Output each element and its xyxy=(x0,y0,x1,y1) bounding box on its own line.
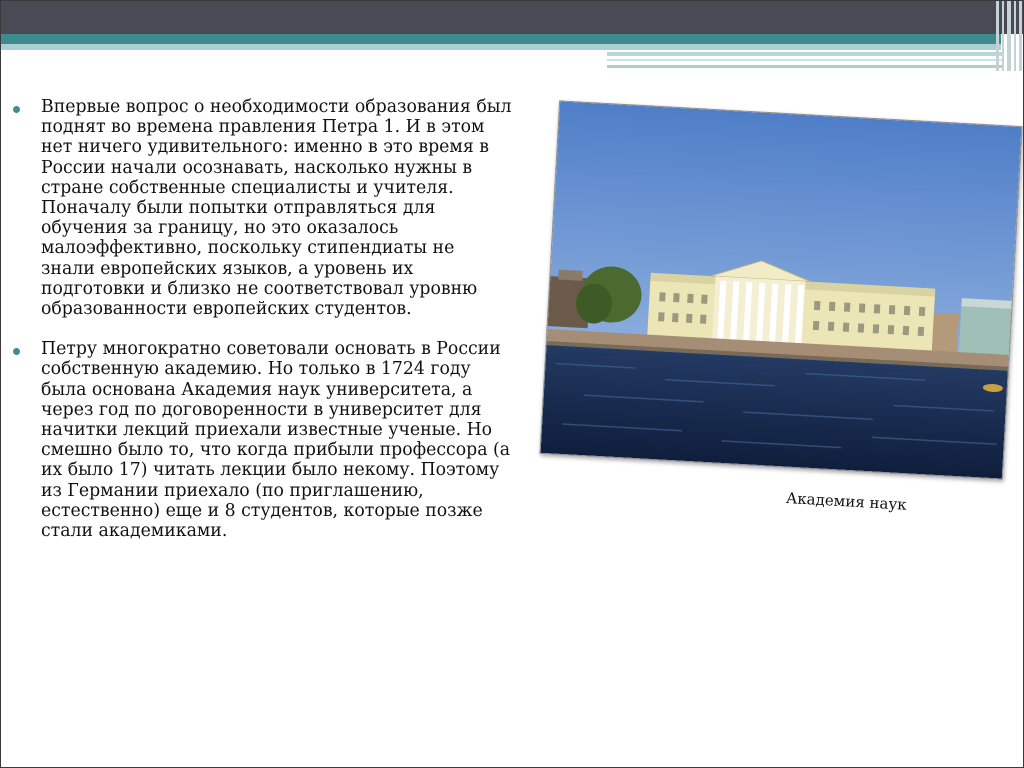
academy-photo-illustration xyxy=(541,101,1022,478)
slide-body xyxy=(13,97,513,561)
header-line xyxy=(607,59,1002,61)
bullet-dot-icon xyxy=(13,348,20,355)
header-band-teal xyxy=(1,34,1001,44)
bullet-item xyxy=(13,339,513,541)
header-band-light xyxy=(1,44,1001,50)
header-line xyxy=(607,65,1002,68)
bullet-item xyxy=(13,97,513,319)
header-band-dark xyxy=(1,1,1023,34)
academy-photo xyxy=(539,100,1022,479)
header-stripes xyxy=(994,1,1023,71)
bullet-text: Впервые вопрос о необходимости образования был поднят во времена правления Петра 1. И в этом нет ничего удивительного: именно в это время в России начали осознавать, насколько нужны в стране собственные специалисты и учителя. Поначалу были попытки отправляться для обучения за границу, но это оказалось малоэффективно, поскольку стипендиаты не знали европейских языков, а уровень их подготовки и близко не соответствовал уровню образованности европейских студентов. xyxy=(41,97,512,320)
photo-caption: Академия наук xyxy=(785,489,908,514)
bullet-dot-icon xyxy=(13,106,20,113)
header-line xyxy=(607,52,1002,56)
bullet-text: Петру многократно советовали основать в России собственную академию. Но только в 1724 году была основана Академия наук университета, а через год по договоренности в университет для начитки лекций приехали известные ученые. Но смешно было то, что когда прибыли профессора (а их было 17) читать лекции было некому. Поэтому из Германии приехало (по приглашению, естественно) еще и 8 студентов, которые позже стали академиками. xyxy=(41,339,511,542)
